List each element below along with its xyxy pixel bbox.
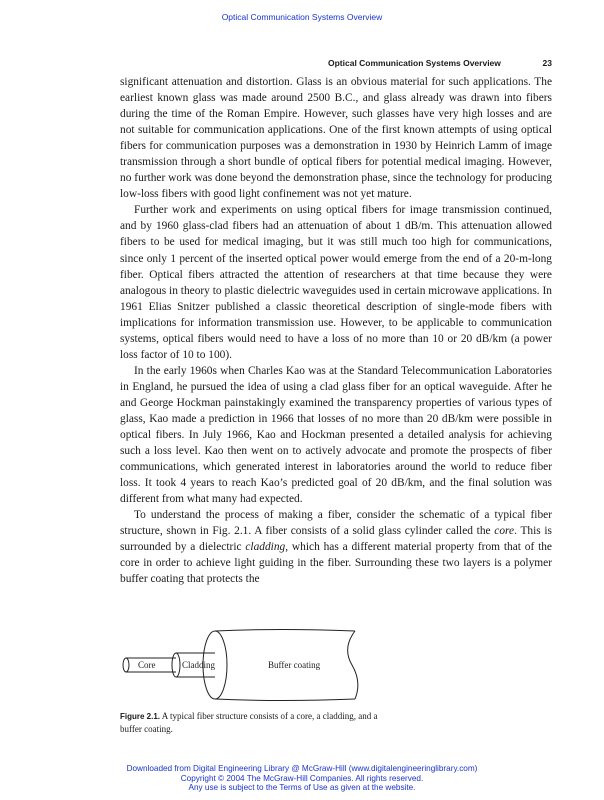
footer-copyright[interactable]: Copyright © 2004 The McGraw-Hill Companies. All rights reserved.	[180, 773, 424, 783]
core-label: Core	[138, 660, 156, 670]
running-head	[328, 58, 552, 68]
footer	[0, 764, 604, 793]
footer-terms[interactable]: Any use is subject to the Terms of Use as given at the website.	[188, 783, 416, 793]
paragraph-2: Further work and experiments on using optical fibers for image transmission continued, and by 1960 glass-clad fibers had an attenuation of about 1 dB/m. This attenuation allowed fibers to be used for medical imaging, but it was still much too high for communications, since only 1 percent of the inserted optical power would emerge from the end of a 20-m-long fiber. Optical fibers attracted the attention of researchers at that time because they were analogous in theory to plastic dielectric waveguides used in certain microwave applications. In 1961 Elias Snitzer published a classic theoretical description of single-mode fibers with implications for information transmission use. However, to be applicable to communication systems, optical fibers would need to have a loss of no more than 10 or 20 dB/km (a power loss factor of 10 to 100).	[120, 204, 552, 361]
core-front-ellipse	[123, 658, 129, 672]
paragraph-4	[120, 507, 552, 587]
buffer-coating-label: Buffer coating	[268, 660, 321, 670]
paragraph-1: significant attenuation and distortion. Glass is an obvious material for such applications. The earliest known glass was made around 2500 B.C., and glass already was drawn into fibers during the time of the Roman Empire. However, such glasses have very high losses and are not suitable for communication applications. One of the first known attempts of using optical fibers for communication purposes was a demonstration in 1930 by Heinrich Lamm of image transmission through a short bundle of optical fibers for potential medical imaging. However, no further work was done beyond the demonstration phase, since the technology for producing low-loss fibers with good light confinement was not yet mature.	[120, 76, 552, 201]
figure-caption-label: Figure 2.1.	[120, 712, 161, 721]
page-number: 23	[542, 58, 552, 68]
cladding-label: Cladding	[182, 660, 215, 670]
fiber-structure-diagram	[120, 628, 370, 702]
paragraph-3: In the early 1960s when Charles Kao was at the Standard Telecommunication Laboratories in England, he pursued the idea of using a clad glass fiber for an optical waveguide. After he and George Hockman painstakingly examined the transparency properties of various types of glass, Kao made a prediction in 1966 that losses of no more than 20 dB/km were possible in optical fibers. In July 1966, Kao and Hockman presented a detailed analysis for achieving such a loss level. Kao then went on to actively advocate and promote the prospects of fiber communications, which generated interest in laboratories around the world to reduce fiber loss. It took 4 years to reach Kao’s predicted goal of 20 dB/km, and the final solution was different from what many had expected.	[120, 364, 552, 506]
footer-download-link[interactable]: Downloaded from Digital Engineering Library @ McGraw-Hill (www.digitalengineeringlibrary.com)	[126, 764, 478, 773]
paragraph-4-text-c: , which has a different material property from that of the core in order to achieve light guiding in the fiber. Surrounding these two layers is a polymer buffer coating that protects the	[120, 541, 552, 586]
figure-caption-text: A typical fiber structure consists of a core, a cladding, and a buffer coating.	[120, 711, 378, 734]
paragraph-4-text-a: To understand the process of making a fiber, consider the schematic of a typical fiber structure, shown in Fig. 2.1. A fiber consists of a solid glass cylinder called the	[120, 509, 552, 538]
cladding-front-ellipse	[172, 653, 180, 677]
buffer-rear-curve	[348, 631, 358, 699]
cladding-term: cladding	[245, 541, 286, 554]
body-text	[120, 74, 552, 588]
top-banner-title[interactable]: Optical Communication Systems Overview	[221, 12, 383, 22]
core-term: core	[494, 525, 515, 538]
paragraph-4-text-b: . This is surrounded by a dielectric	[120, 525, 552, 554]
figure-caption	[120, 710, 390, 735]
running-head-title: Optical Communication Systems Overview	[328, 58, 501, 68]
